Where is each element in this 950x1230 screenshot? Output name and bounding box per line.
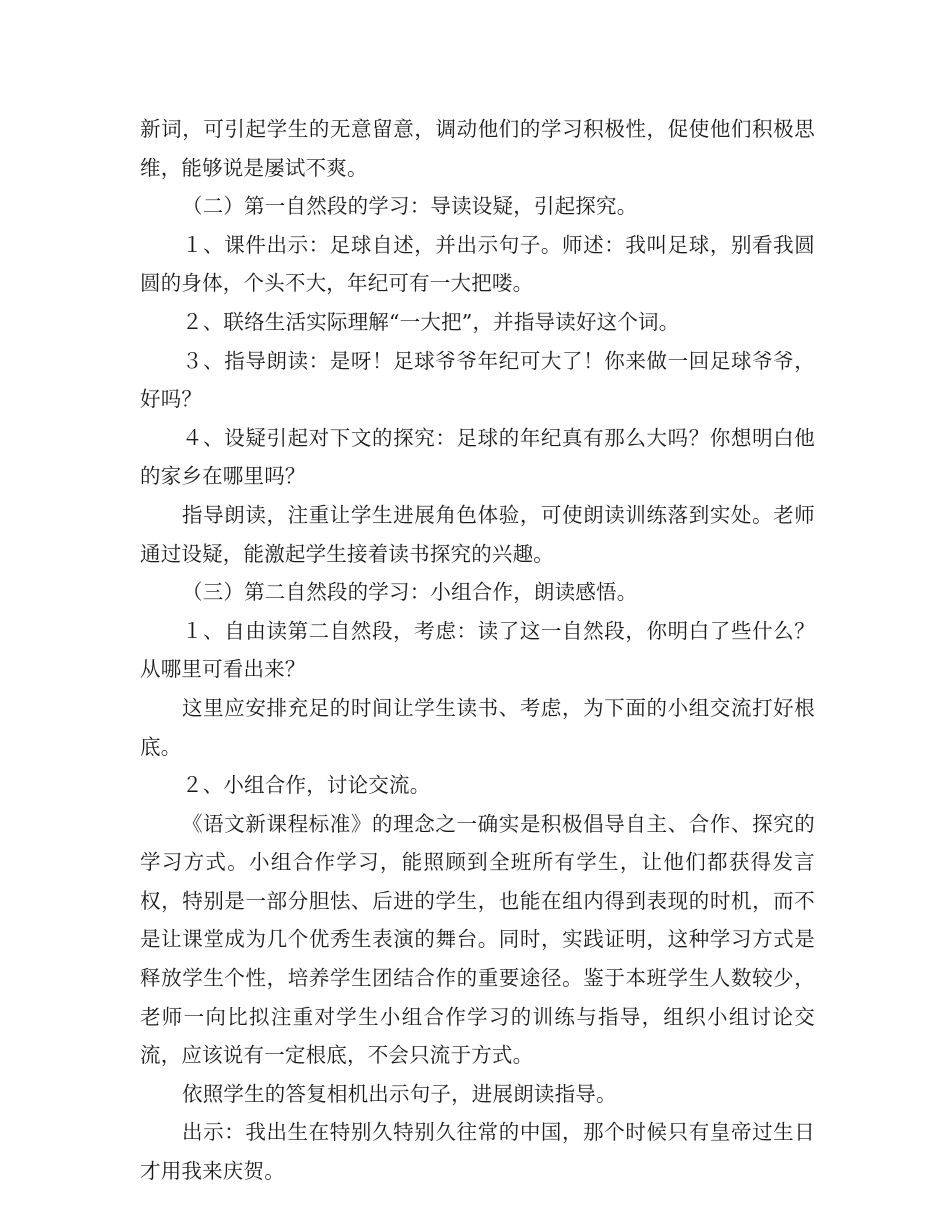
paragraph: 指导朗读，注重让学生进展角色体验，可使朗读训练落到实处。老师通过设疑，能激起学生接着读书探究的兴趣。 <box>140 502 815 566</box>
section-heading: （二）第一自然段的学习：导读设疑，引起探究。 <box>182 194 638 219</box>
paragraph: 依照学生的答复相机出示句子，进展朗读指导。 <box>182 1081 617 1106</box>
paragraph: ２、小组合作，讨论交流。 <box>182 773 431 798</box>
paragraph: ３、指导朗读：是呀！足球爷爷年纪可大了！你来做一回足球爷爷，好吗？ <box>140 348 815 412</box>
paragraph: ４、设疑引起对下文的探究：足球的年纪真有那么大吗？你想明白他的家乡在哪里吗？ <box>140 425 815 489</box>
paragraph: 出示：我出生在特别久特别久往常的中国，那个时候只有皇帝过生日才用我来庆贺。 <box>140 1120 815 1184</box>
paragraph: ２、联络生活实际理解“一大把”，并指导读好这个词。 <box>182 309 680 334</box>
section-heading: （三）第二自然段的学习：小组合作，朗读感悟。 <box>182 580 638 605</box>
paragraph: 这里应安排充足的时间让学生读书、考虑，为下面的小组交流打好根底。 <box>140 695 815 759</box>
paragraph: １、课件出示：足球自述，并出示句子。师述：我叫足球，别看我圆圆的身体，个头不大，年纪可有一大把喽。 <box>140 232 815 296</box>
paragraph: 《语文新课程标准》的理念之一确实是积极倡导自主、合作、探究的学习方式。小组合作学习，能照顾到全班所有学生，让他们都获得发言权，特别是一部分胆怯、后进的学生，也能在组内得到表现的时机，而不是让课堂成为几个优秀生表演的舞台。同时，实践证明，这种学习方式是释放学生个性，培养学生团结合作的重要途径。鉴于本班学生人数较少，老师一向比拟注重对学生小组合作学习的训练与指导，组织小组讨论交流，应该说有一定根底，不会只流于方式。 <box>140 811 815 1068</box>
paragraph: 新词，可引起学生的无意留意，调动他们的学习积极性，促使他们积极思维，能够说是屡试不爽。 <box>140 117 815 180</box>
paragraph: １、自由读第二自然段，考虑：读了这一自然段，你明白了些什么？从哪里可看出来？ <box>140 618 815 682</box>
document-body <box>140 110 815 1191</box>
